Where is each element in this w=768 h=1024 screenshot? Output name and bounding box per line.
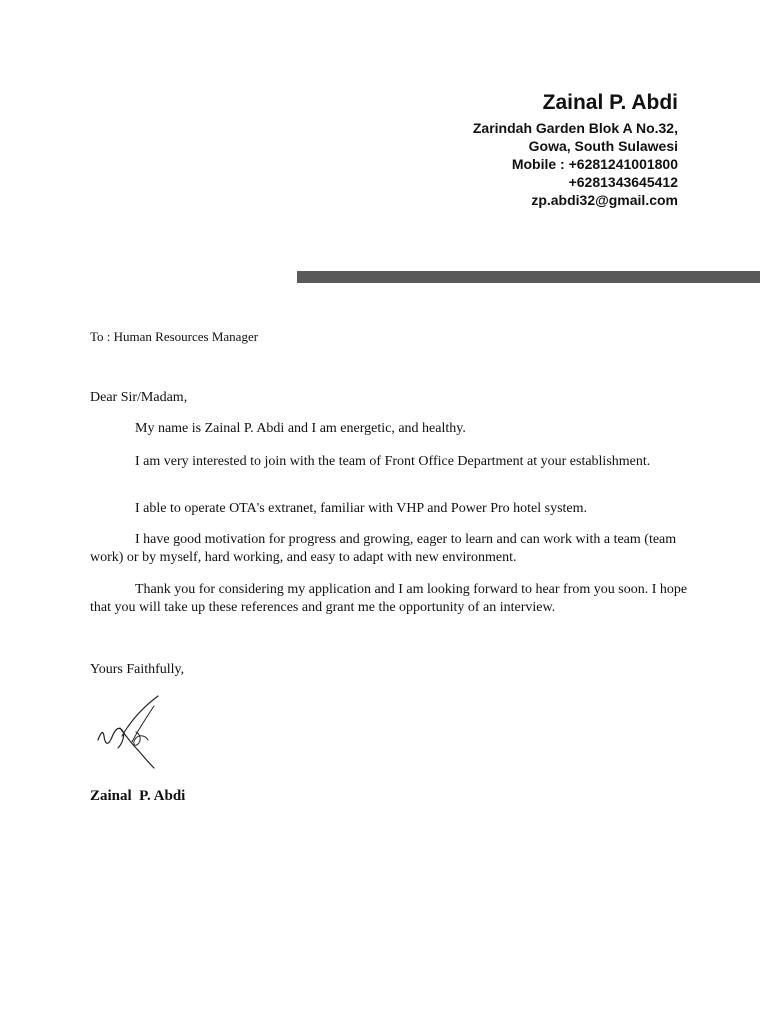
sender-email: zp.abdi32@gmail.com [531,192,678,208]
paragraph-thanks: Thank you for considering my application and I am looking forward to hear from you soon. I hope that you will take up these references and grant me the opportunity of an interview. [90,582,688,615]
sender-mobile-line1: Mobile : +6281241001800 [511,156,678,172]
recipient-line: To : Human Resources Manager [90,329,259,344]
closing: Yours Faithfully, [90,662,185,677]
paragraph-motivation: I have good motivation for progress and growing, eager to learn and can work with a team (team work) or by myself, hard working, and easy to adapt with new environment. [90,532,677,565]
sender-address-line2: Gowa, South Sulawesi [528,138,678,154]
greeting: Dear Sir/Madam, [90,390,188,405]
sender-address-line1: Zarindah Garden Blok A No.32, [472,120,678,136]
signer-name: Zainal P. Abdi [90,788,186,804]
handwritten-signature [92,692,172,772]
sender-mobile-line2: +6281343645412 [568,174,678,190]
sender-header [473,90,678,209]
paragraph-intro: My name is Zainal P. Abdi and I am energetic, and healthy. [135,421,466,436]
paragraph-skills: I able to operate OTA's extranet, familiar with VHP and Power Pro hotel system. [135,501,588,516]
header-divider [297,271,760,283]
sender-name: Zainal P. Abdi [542,91,678,114]
paragraph-interest: I am very interested to join with the team of Front Office Department at your establishment. [135,454,651,469]
